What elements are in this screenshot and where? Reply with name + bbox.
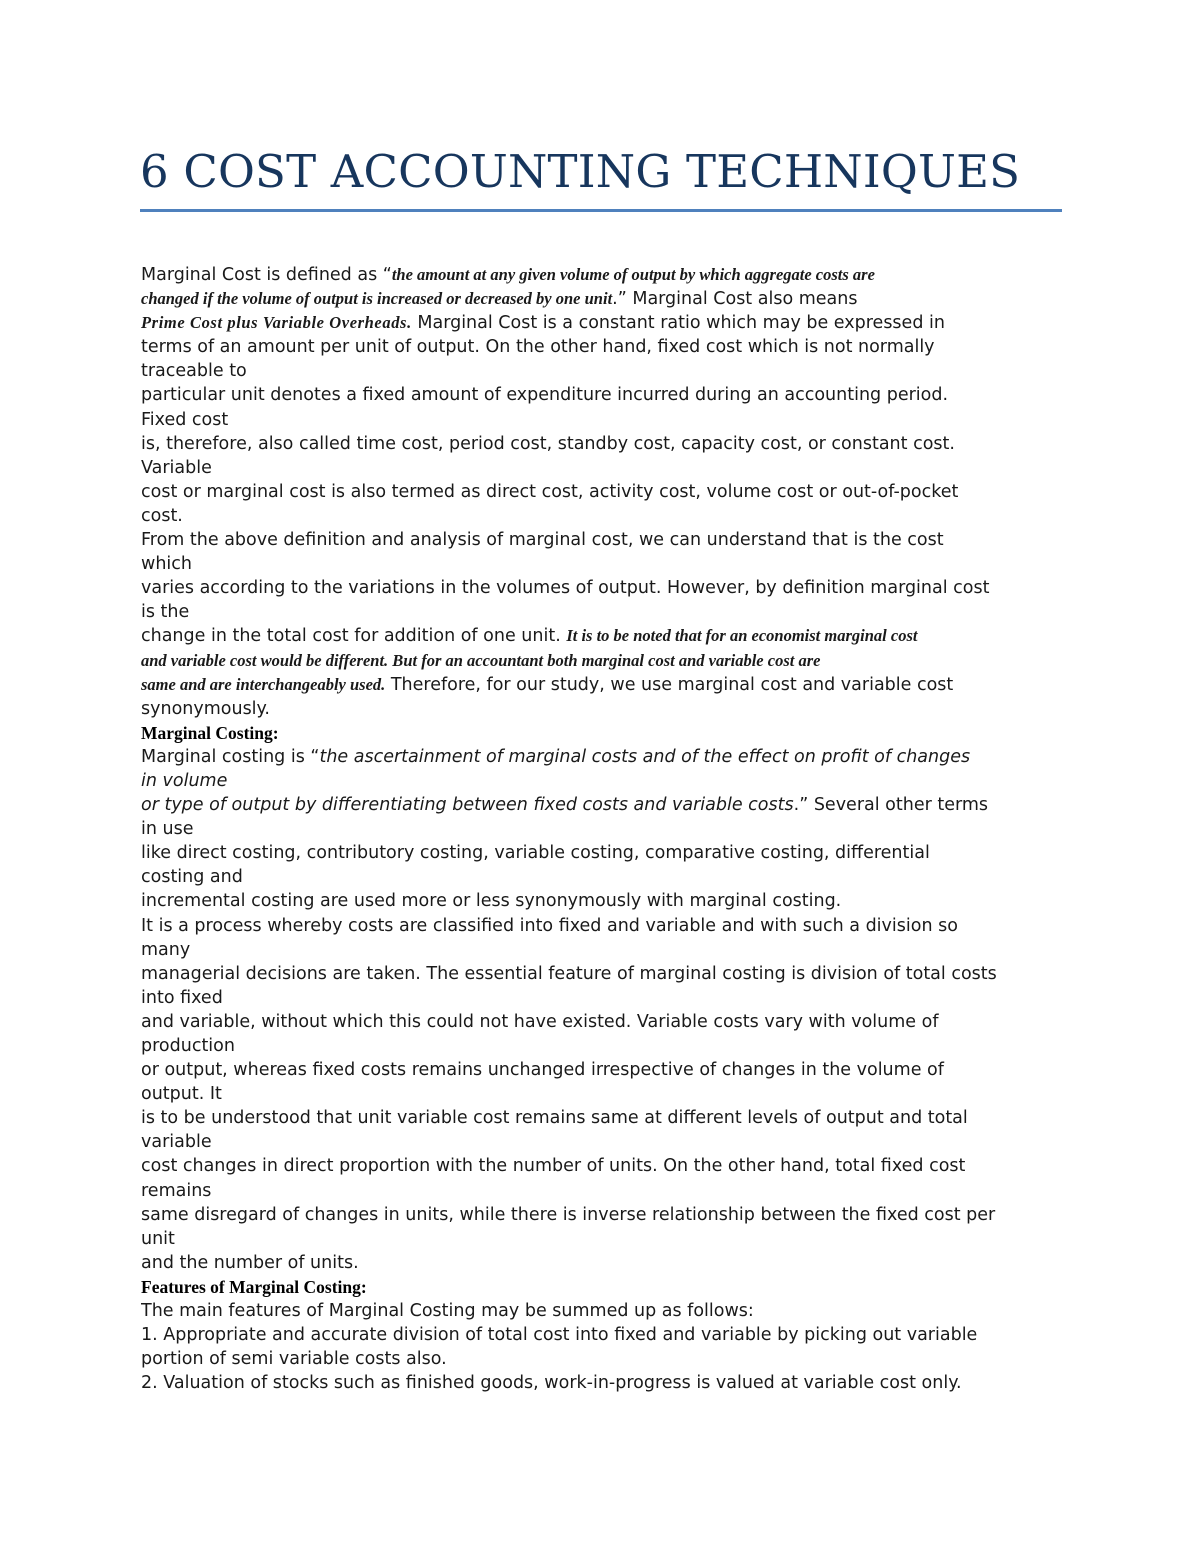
text-line [141,311,1071,335]
text-line: managerial decisions are taken. The essential feature of marginal costing is division of total costs [141,963,997,984]
text-line: It is a process whereby costs are classified into fixed and variable and with such a division so [141,915,958,936]
text-line [141,263,1071,287]
emphasis-text: same and are interchangeably used. [141,674,386,694]
text-line: cost or marginal cost is also termed as direct cost, activity cost, volume cost or out-of-pocket [141,481,959,502]
text-line: From the above definition and analysis of marginal cost, we can understand that is the cost [141,530,944,551]
text-line: portion of semi variable costs also. [141,1349,447,1370]
text-line: variable [141,1132,212,1153]
text-line: in use [141,819,194,840]
list-item: 1. Appropriate and accurate division of total cost into fixed and variable by picking out variable [141,1325,978,1346]
text-run: .” Marginal Cost also means [612,289,858,310]
text-line: Variable [141,457,212,478]
text-line: cost changes in direct proportion with the number of units. On the other hand, total fixed cost [141,1156,966,1177]
text-run: Marginal Cost is defined as “ [141,265,392,285]
text-run: Marginal costing is “ [141,746,320,767]
text-line: in volume [141,770,228,791]
text-line [141,745,1071,769]
text-line [141,287,1071,311]
text-line: remains [141,1180,212,1201]
text-run: Marginal Cost is a constant ratio which may be expressed in [411,313,945,334]
text-line: is, therefore, also called time cost, period cost, standby cost, capacity cost, or constant cost. [141,433,955,454]
text-line: traceable to [141,361,247,382]
text-line: unit [141,1228,175,1249]
text-line: which [141,554,192,575]
text-line: The main features of Marginal Costing may be summed up as follows: [141,1301,754,1322]
text-line [141,649,1071,673]
text-line: synonymously. [141,698,270,719]
text-line [141,673,1071,697]
page-title: 6 COST ACCOUNTING TECHNIQUES [140,145,1021,198]
text-line: into fixed [141,987,223,1008]
text-line: costing and [141,867,243,888]
text-line: terms of an amount per unit of output. On the other hand, fixed cost which is not normally [141,337,935,358]
document-body [141,263,1071,1395]
section-heading: Marginal Costing: [141,722,279,743]
text-line: output. It [141,1084,222,1105]
quoted-definition: the amount at any given volume of output by which aggregate costs are [391,265,875,284]
text-line: production [141,1036,235,1056]
text-run: Therefore, for our study, we use marginal cost and variable cost [385,674,954,695]
text-line: cost. [141,505,183,526]
text-line: Fixed cost [141,409,229,430]
emphasis-text: and variable cost would be different. But for an accountant both marginal cost and variable cost are [141,650,821,670]
quoted-definition: changed if the volume of output is increased or decreased by one unit [141,289,613,309]
title-underline [140,209,1062,212]
text-run: .” Several other terms [793,795,989,816]
quoted-definition: or type of output by differentiating between fixed costs and variable costs [141,795,794,816]
text-line: is the [141,602,190,623]
text-line: incremental costing are used more or less synonymously with marginal costing. [141,891,842,912]
text-line: and the number of units. [141,1252,359,1273]
text-line: like direct costing, contributory costing, variable costing, comparative costing, differential [141,843,930,864]
text-line: many [141,939,191,960]
text-run: change in the total cost for addition of one unit. [141,626,567,647]
emphasis-text: It is to be noted that for an economist marginal cost [566,626,918,646]
text-line: same disregard of changes in units, while there is inverse relationship between the fixed cost per [141,1204,996,1225]
text-line: varies according to the variations in the volumes of output. However, by definition marginal cost [141,578,990,599]
text-line: or output, whereas fixed costs remains unchanged irrespective of changes in the volume of [141,1060,944,1081]
text-line: and variable, without which this could not have existed. Variable costs vary with volume of [141,1011,939,1032]
text-line [141,793,1071,817]
section-heading: Features of Marginal Costing: [141,1276,367,1297]
list-item: 2. Valuation of stocks such as finished goods, work-in-progress is valued at variable cost only. [141,1373,962,1394]
quoted-definition: the ascertainment of marginal costs and of the effect on profit of changes [319,746,971,767]
text-line [141,624,1071,648]
text-line: particular unit denotes a fixed amount of expenditure incurred during an accounting period. [141,385,949,406]
text-line: is to be understood that unit variable cost remains same at different levels of output and total [141,1108,968,1129]
emphasis-text: Prime Cost plus Variable Overheads. [141,313,412,333]
